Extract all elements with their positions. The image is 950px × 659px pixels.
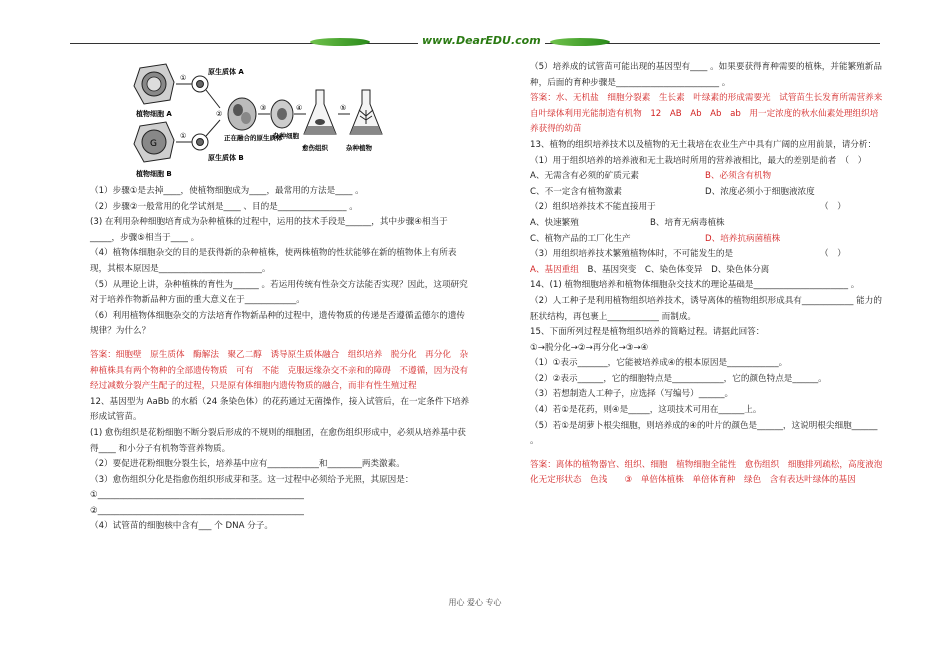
question-13-3 xyxy=(530,247,885,263)
svg-text:G: G xyxy=(150,139,157,149)
question-15-5: （5）若①是胡萝卜根尖细胞，则培养成的④的叶片的颜色是______，这说明根尖细胞______ 。 xyxy=(530,420,878,447)
question-13-3-text: （3）用组织培养技术繁殖植物体时，不可能发生的是 xyxy=(530,249,734,260)
step2: ② xyxy=(216,110,223,118)
question-12-4: （4）试管苗的细胞核中含有___ 个 DNA 分子。 xyxy=(90,521,273,532)
left-column xyxy=(90,60,470,535)
question-11-4: （4）植物体细胞杂交的目的是获得新的杂种植株，使两株植物的性状能够在新的植物体上有所表现，其根本原因是________________________。 xyxy=(90,248,457,274)
option-13-3-a: A、基因重组 xyxy=(530,264,579,275)
label-plant-cell-b: 植物细胞 B xyxy=(136,170,172,178)
options-13-2-ab xyxy=(530,216,885,232)
plant-cell-b-icon xyxy=(134,122,174,162)
question-11-6: （6）利用植物体细胞杂交的方法培育作物新品种的过程中，遗传物质的传递是否遵循孟德尔的遗传规律？为什么？ xyxy=(90,310,466,337)
label-hybrid-plant: 杂种植物 xyxy=(346,144,372,152)
plant-cell-a-icon xyxy=(134,64,174,104)
question-15: 15、下面所列过程是植物组织培养的简略过程。请据此回答： xyxy=(530,327,765,338)
option-13-2-a: A、快速繁殖 xyxy=(530,217,579,228)
question-12-3-a: ①________________________________________________ xyxy=(90,490,304,501)
label-callus: 愈伤组织 xyxy=(302,144,328,152)
question-12: 12、基因型为 AaBb 的水稻（24 条染色体）的花药通过无菌操作，接入试管后，在一定条件下培养形成试管苗。 xyxy=(90,396,470,423)
answer-12: 答案：水、无机盐 细胞分裂素 生长素 叶绿素的形成需要光 试管苗生长发育所需营养来自叶绿体利用光能制造有机物 12 AB Ab Ab ab 用一定浓度的秋水仙素处理组织培养获得的幼苗 xyxy=(530,93,883,135)
question-12-3: （3）愈伤组织分化是指愈伤组织形成芽和茎。这一过程中必须给予光照，其原因是： xyxy=(90,474,414,485)
answer-14-15: 答案：离体的植物器官、组织、细胞 植物细胞全能性 愈伤组织 细胞排列疏松，高度液泡化无定形状态 色浅 ③ 单倍体植株 单倍体育种 绿色 含有表达叶绿体的基因 xyxy=(530,459,883,486)
question-11-3: (3) 在利用杂种细胞培育成为杂种植株的过程中，运用的技术手段是______，其中步骤④相当于_____，步骤⑤相当于____ 。 xyxy=(90,217,448,243)
answer-11: 答案：细胞壁 原生质体 酶解法 聚乙二醇 诱导原生质体融合 组织培养 脱分化 再分化 杂种植株具有两个物种的全部遗传物质 可有 不能 克服远缘杂交不亲和的障碍 不遵循，因为没有经过减数分裂产生配子的过程，只是原有体细胞内遗传物质的融合，而非有性生殖过程 xyxy=(90,349,469,392)
step1-a: ① xyxy=(180,74,187,82)
step1-b: ① xyxy=(180,132,187,140)
option-13-1-c: C、不一定含有植物激素 xyxy=(530,186,622,197)
label-protoplast-b: 原生质体 B xyxy=(208,154,244,162)
option-13-2-d: D、培养抗病菌植株 xyxy=(705,233,781,244)
page-footer: 用心 爱心 专心 xyxy=(448,598,502,607)
option-13-1-a: A、无需含有必须的矿质元素 xyxy=(530,171,640,182)
option-13-2-c: C、植物产品的工厂化生产 xyxy=(530,233,631,244)
question-15-4: （4）若①是花药，则④是_____，这项技术可用在______上。 xyxy=(530,405,762,416)
question-15-2: （2）②表示______，它的细胞特点是____________，它的颜色特点是______。 xyxy=(530,373,827,384)
label-protoplast-a: 原生质体 A xyxy=(208,68,244,76)
fusing-protoplast-icon xyxy=(228,98,256,130)
site-url[interactable]: www.DearEDU.com xyxy=(418,34,545,47)
page-header xyxy=(70,32,880,54)
label-fusing: 正在融合的原生质体 xyxy=(224,134,283,142)
option-13-2-b: B、培育无病毒植株 xyxy=(650,217,725,228)
options-13-3 xyxy=(530,263,885,279)
question-11-5: （5）从理论上讲，杂种植株的育性为______ 。若运用传统有性杂交方法能否实现？因此，这项研究对于培养作物新品种方面的重大意义在于____________。 xyxy=(90,279,468,306)
options-13-3-rest: B、基因突变 C、染色体变异 D、染色体分离 xyxy=(587,264,770,275)
cell-fusion-diagram xyxy=(90,60,470,180)
question-13-2 xyxy=(530,200,885,216)
callus-flask-icon xyxy=(304,90,336,134)
question-12-2: （2）要促进花粉细胞分裂生长，培养基中应有____________和________两类激素。 xyxy=(90,459,405,470)
label-hybrid-cell: 杂种细胞 xyxy=(273,132,299,140)
option-13-1-d: D、浓度必须小于细胞液浓度 xyxy=(705,186,815,197)
step4: ④ xyxy=(296,104,303,112)
hybrid-cell-icon xyxy=(271,100,293,128)
question-12-1: (1) 愈伤组织是花粉细胞不断分裂后形成的不规则的细胞团，在愈伤组织形成中，必须从培养基中获得____ 和小分子有机物等营养物质。 xyxy=(90,427,466,454)
label-plant-cell-a: 植物细胞 A xyxy=(136,110,172,118)
step3: ③ xyxy=(260,104,267,112)
option-13-1-b: B、必须含有机物 xyxy=(705,171,772,182)
hybrid-plant-flask-icon xyxy=(350,90,382,134)
right-column xyxy=(530,60,885,489)
question-13-2-paren: （ ） xyxy=(820,202,846,213)
question-15-1: （1）①表示_______，它能被培养成④的根本原因是____________。 xyxy=(530,358,788,369)
diagram-svg xyxy=(130,60,430,182)
question-12-3-b: ②________________________________________________ xyxy=(90,505,304,516)
question-15-flow: ①→脱分化→②→再分化→③→④ xyxy=(530,342,649,353)
question-11-2: （2）步骤②一般常用的化学试剂是____ 、目的是________________ 。 xyxy=(90,201,358,212)
question-14-1: 14、(1) 植物细胞培养和植物体细胞杂交技术的理论基础是______________________ 。 xyxy=(530,280,860,291)
step5: ⑤ xyxy=(340,104,347,112)
swoosh-right-icon xyxy=(550,38,610,46)
question-15-3: （3）若想制造人工种子，应选择（写编号）______。 xyxy=(530,389,734,400)
question-13-1: （1）用于组织培养的培养液和无土栽培时所用的营养液相比，最大的差别是前者 （ ） xyxy=(530,155,867,166)
question-13-2-text: （2）组织培养技术不能直接用于 xyxy=(530,202,656,213)
question-11-1: （1）步骤①是去掉____，使植物细胞成为____，最常用的方法是____ 。 xyxy=(90,186,364,196)
options-13-1-cd xyxy=(530,185,885,201)
options-13-2-cd xyxy=(530,232,885,248)
question-12-5: （5）培养成的试管苗可能出现的基因型有____ 。如果要获得育种需要的植株，并能繁殖新品种，后面的育种步骤是________________________ 。 xyxy=(530,62,882,88)
options-13-1-ab xyxy=(530,169,885,185)
question-13: 13、植物的组织培养技术以及植物的无土栽培在农业生产中具有广阔的应用前景，请分析： xyxy=(530,139,877,150)
swoosh-left-icon xyxy=(310,38,370,46)
question-14-2: （2）人工种子是利用植物组织培养技术，诱导离体的植物组织形成具有____________ 能力的胚状结构，再包裹上____________ 而制成。 xyxy=(530,295,882,322)
question-13-3-paren: （ ） xyxy=(820,249,846,260)
